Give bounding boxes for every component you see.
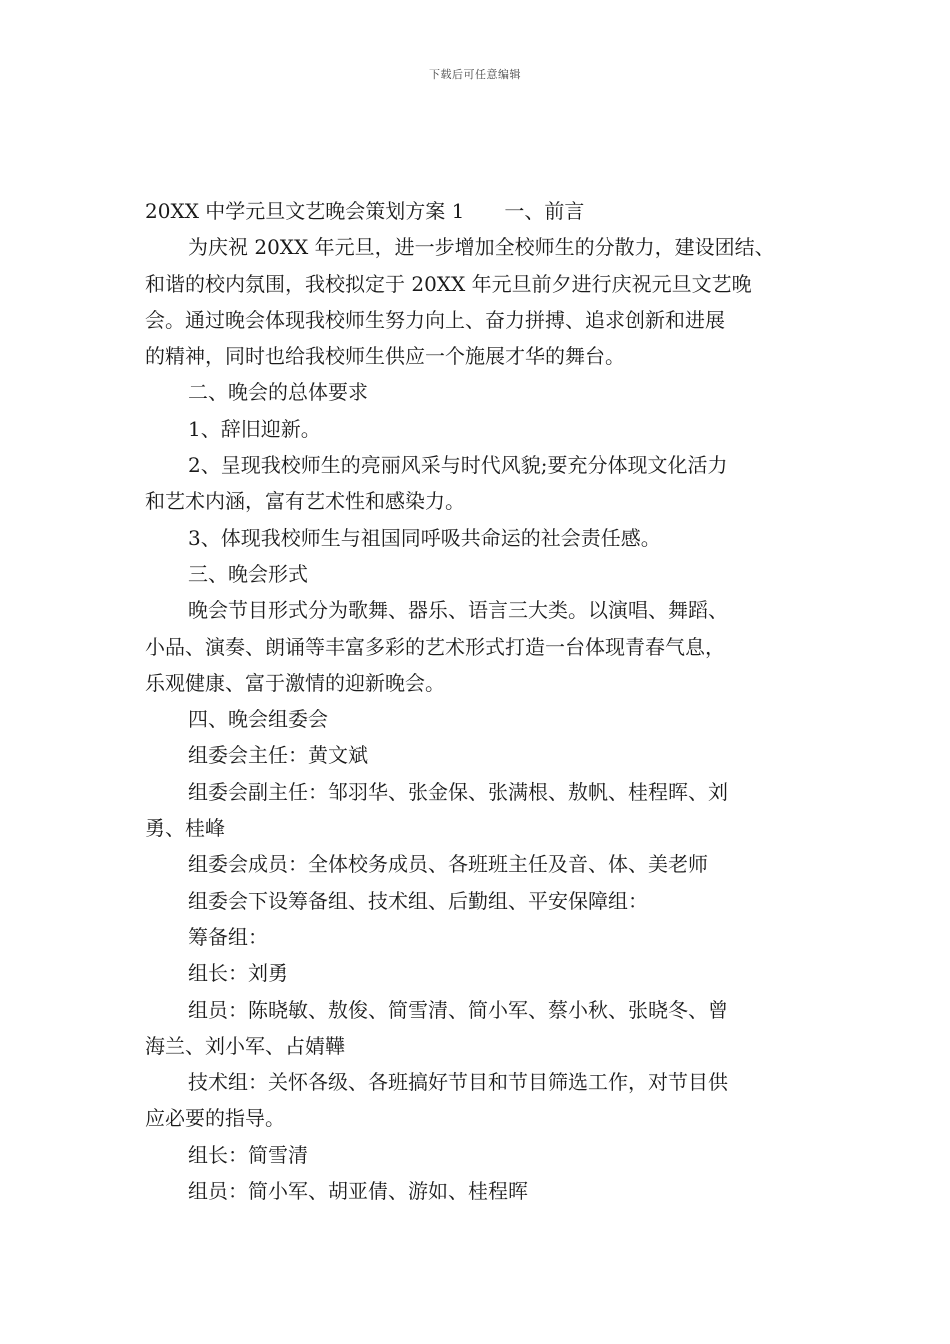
paragraph-line: 勇、桂峰: [145, 816, 225, 841]
paragraph-line: 乐观健康、富于激情的迎新晚会。: [145, 670, 445, 695]
paragraph-line: 2、呈现我校师生的亮丽风采与时代风貌;要充分体现文化活力: [188, 453, 728, 478]
paragraph-line: 和谐的校内氛围，我校拟定于 20XX 年元旦前夕进行庆祝元旦文艺晚: [145, 271, 752, 296]
paragraph-line: 组长：刘勇: [188, 961, 288, 986]
paragraph-line: 晚会节目形式分为歌舞、器乐、语言三大类。以演唱、舞蹈、: [188, 598, 728, 623]
paragraph-line: 组委会成员：全体校务成员、各班班主任及音、体、美老师: [188, 852, 708, 877]
paragraph-line: 小品、演奏、朗诵等丰富多彩的艺术形式打造一台体现青春气息，: [145, 634, 725, 659]
page-header: 下载后可任意编辑: [429, 68, 521, 81]
paragraph-line: 会。通过晚会体现我校师生努力向上、奋力拼搏、追求创新和进展: [145, 307, 725, 332]
section-heading: 四、晚会组委会: [188, 707, 328, 732]
section-heading: 二、晚会的总体要求: [188, 380, 368, 405]
paragraph-line: 海兰、刘小军、占婧鞾: [145, 1033, 345, 1058]
paragraph-line: 组员：简小军、胡亚倩、游如、桂程晖: [188, 1179, 528, 1204]
section-heading-preface: 一、前言: [504, 199, 585, 223]
paragraph-line: 1、辞旧迎新。: [188, 416, 321, 441]
paragraph-line: 组委会下设筹备组、技术组、后勤组、平安保障组：: [188, 888, 648, 913]
paragraph-line: 为庆祝 20XX 年元旦，进一步增加全校师生的分散力，建设团结、: [188, 235, 775, 260]
paragraph-line: 应必要的指导。: [145, 1106, 285, 1131]
paragraph-line: 组委会主任：黄文斌: [188, 743, 368, 768]
paragraph-line: 筹备组：: [188, 924, 268, 949]
paragraph-line: 的精神，同时也给我校师生供应一个施展才华的舞台。: [145, 344, 625, 369]
section-heading: 三、晚会形式: [188, 561, 308, 586]
document-title: 20XX 中学元旦文艺晚会策划方案 1: [145, 199, 465, 223]
paragraph-line: 组长：简雪清: [188, 1142, 308, 1167]
paragraph-line: 3、体现我校师生与祖国同呼吸共命运的社会责任感。: [188, 525, 661, 550]
document-body: [145, 193, 807, 1209]
paragraph-line: 组委会副主任：邹羽华、张金保、张满根、敖帆、桂程晖、刘: [188, 779, 728, 804]
paragraph-line: 组员：陈晓敏、敖俊、简雪清、简小军、蔡小秋、张晓冬、曾: [188, 997, 728, 1022]
paragraph-line: 技术组：关怀各级、各班搞好节目和节目筛选工作，对节目供: [188, 1070, 728, 1095]
title-line: [145, 193, 807, 229]
paragraph-line: 和艺术内涵，富有艺术性和感染力。: [145, 489, 465, 514]
